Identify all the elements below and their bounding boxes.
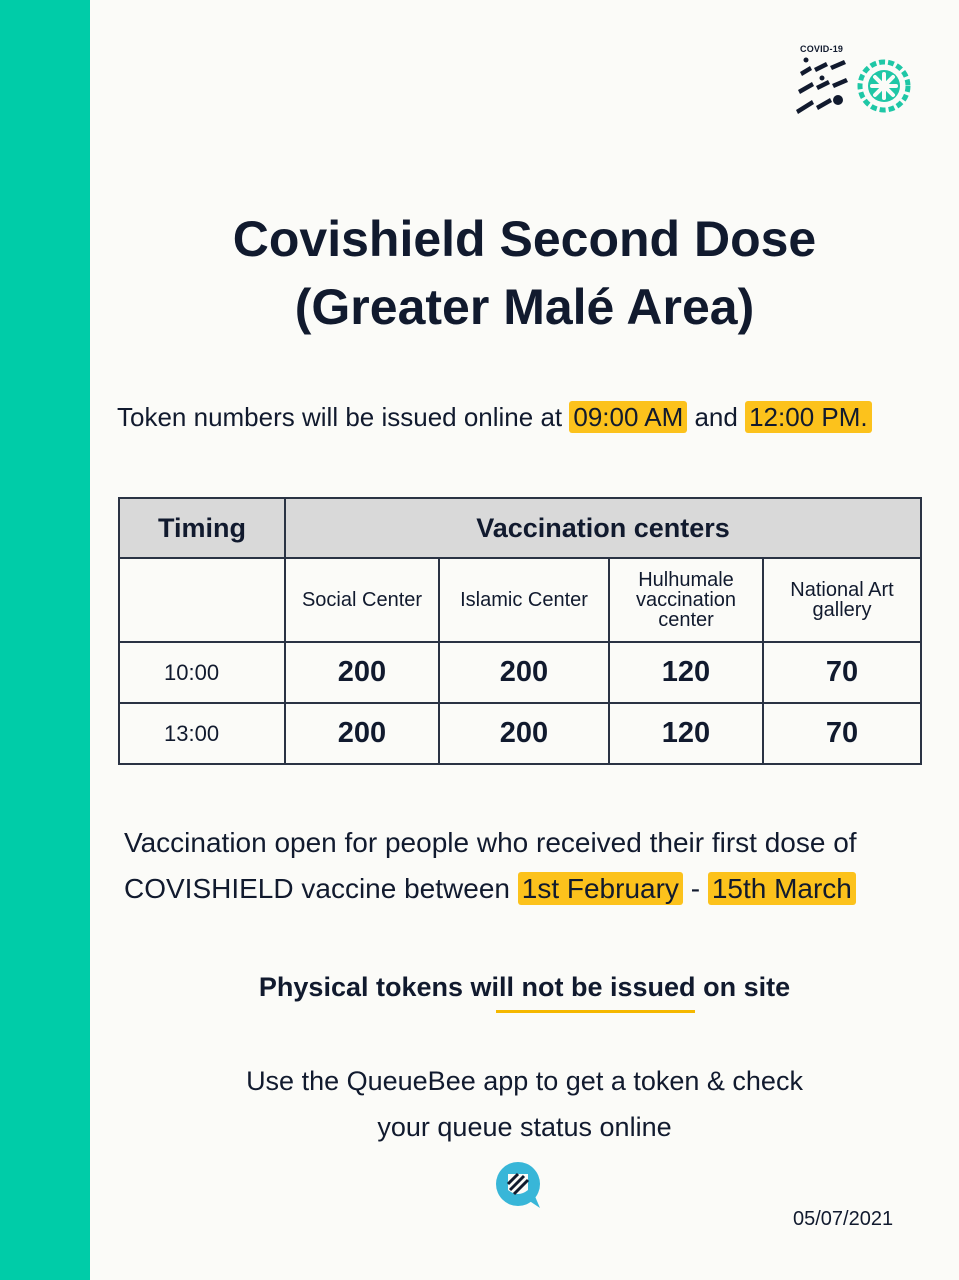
center-national-art (763, 558, 921, 642)
date-start: 1st February (518, 872, 683, 905)
physical-post: on site (703, 972, 791, 1002)
token-notice (117, 398, 872, 436)
center-label-line: center (658, 609, 714, 631)
eligibility-line-2 (124, 866, 857, 912)
eligibility-notice (124, 820, 857, 912)
center-label: Islamic Center (460, 589, 588, 611)
logo-text: COVID-19 (800, 44, 844, 54)
center-hulhumale (609, 558, 763, 642)
count-cell: 200 (285, 703, 439, 764)
physical-tokens-notice (90, 972, 959, 1003)
table-header-row (119, 498, 921, 558)
accent-side-bar (0, 0, 90, 1280)
center-islamic (439, 558, 609, 642)
center-label-line: National Art (790, 579, 894, 601)
center-label: Social Center (301, 589, 423, 611)
eligibility-prefix: COVISHIELD vaccine between (124, 873, 510, 904)
time-cell: 13:00 (119, 703, 285, 764)
header-timing: Timing (119, 498, 285, 558)
title-line-2: (Greater Malé Area) (294, 279, 755, 335)
table-row (119, 703, 921, 764)
page-title (90, 205, 959, 341)
center-label-line: Hulhumale (638, 569, 734, 591)
count-cell: 70 (763, 642, 921, 703)
token-time-1: 09:00 AM (569, 401, 687, 433)
center-social (285, 558, 439, 642)
physical-pre: Physical tokens will (258, 972, 515, 1002)
count-cell: 120 (609, 642, 763, 703)
center-label-line: gallery (812, 599, 872, 621)
count-cell: 200 (285, 642, 439, 703)
queuebee-line-1: Use the QueueBee app to get a token & check (246, 1066, 803, 1096)
center-label-line: vaccination (635, 589, 737, 611)
virus-icon (854, 56, 914, 116)
issue-date: 05/07/2021 (793, 1208, 894, 1230)
time-cell: 10:00 (119, 642, 285, 703)
eligibility-line-1: Vaccination open for people who received their first dose of (124, 827, 857, 858)
table-row (119, 642, 921, 703)
covid19-logo (794, 44, 916, 118)
emphasis-underline (496, 1010, 695, 1013)
schedule-table (118, 497, 922, 765)
queuebee-notice (90, 1058, 959, 1150)
title-line-1: Covishield Second Dose (232, 211, 817, 267)
count-cell: 70 (763, 703, 921, 764)
token-notice-connector: and (694, 402, 738, 432)
count-cell: 120 (609, 703, 763, 764)
queuebee-line-2: your queue status online (377, 1112, 672, 1142)
count-cell: 200 (439, 642, 609, 703)
token-time-2: 12:00 PM. (745, 401, 872, 433)
physical-emphasis: not be issued (521, 972, 696, 1002)
date-dash: - (690, 873, 701, 904)
token-notice-prefix: Token numbers will be issued online at (117, 402, 563, 432)
header-centers: Vaccination centers (285, 498, 921, 558)
empty-cell (119, 558, 285, 642)
count-cell: 200 (439, 703, 609, 764)
script-emblem-icon (794, 56, 850, 114)
queuebee-logo-icon (494, 1160, 544, 1210)
center-names-row (119, 558, 921, 642)
date-end: 15th March (708, 872, 856, 905)
